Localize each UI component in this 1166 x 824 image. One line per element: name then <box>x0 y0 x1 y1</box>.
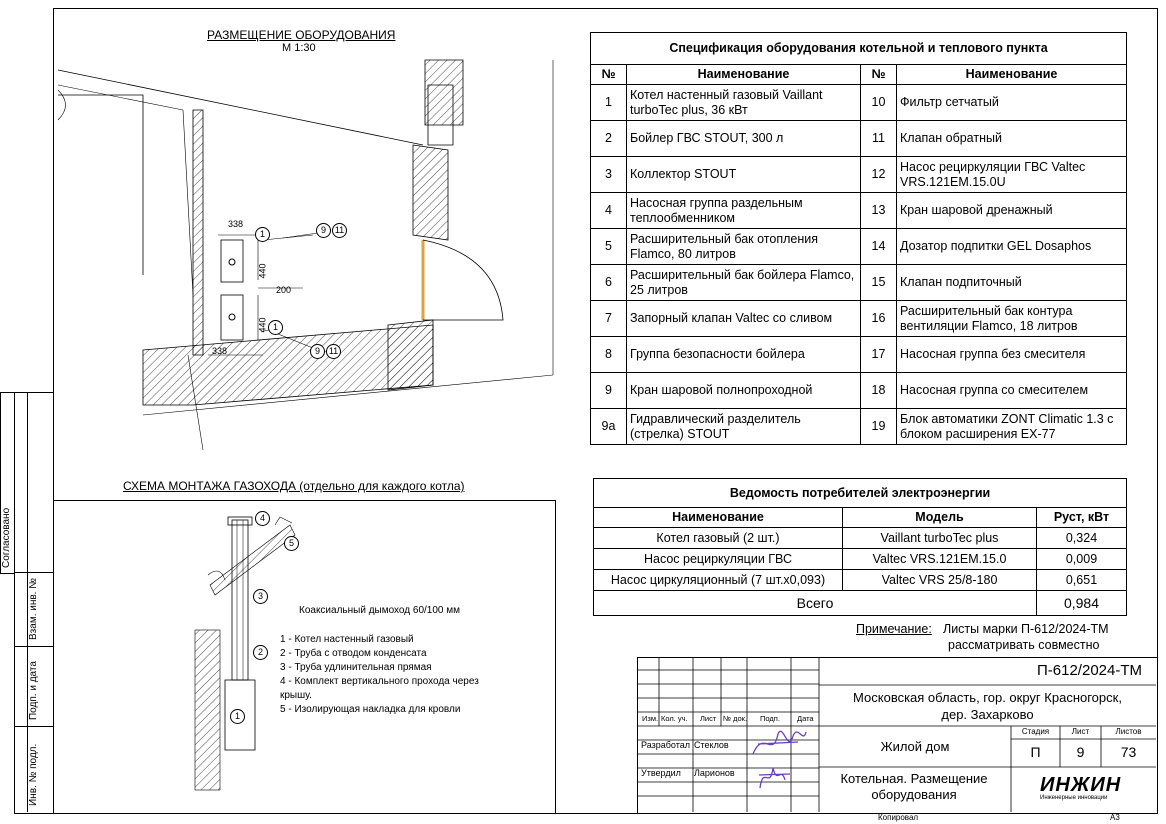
power-table <box>593 478 1127 616</box>
plan-marker-11a: 11 <box>332 223 347 238</box>
stamp-name-1: Стеклов <box>694 740 729 750</box>
power-value: 0,009 <box>1037 549 1127 570</box>
spec-row <box>591 193 1127 229</box>
gas-legend-item-3: 3 - Труба удлинительная прямая <box>280 662 432 673</box>
spec-row <box>591 85 1127 121</box>
gas-legend-item-2: 2 - Труба с отводом конденсата <box>280 648 427 659</box>
stamp-name-2: Ларионов <box>694 768 735 778</box>
spec-name-left: Бойлер ГВС STOUT, 300 л <box>627 121 861 157</box>
format-label: А3 <box>1110 813 1120 822</box>
spec-row <box>591 229 1127 265</box>
stamp-sheet: 9 <box>1076 744 1085 760</box>
gas-legend-item-1: 1 - Котел настенный газовый <box>280 634 414 645</box>
spec-num-left: 9 <box>591 373 627 409</box>
spec-num-left: 1 <box>591 85 627 121</box>
power-value: 0,651 <box>1037 570 1127 591</box>
spec-row <box>591 265 1127 301</box>
power-header-model: Модель <box>843 508 1037 528</box>
gas-legend-item-5: 5 - Изолирующая накладка для кровли <box>280 704 461 715</box>
side-field-inv: Инв. № подл. <box>28 743 39 806</box>
note-line-1: Листы марки П-612/2024-ТМ <box>943 622 1109 636</box>
power-total-label: Всего <box>594 591 1037 616</box>
logo-text: ИНЖИН <box>1040 774 1122 796</box>
spec-num-left: 8 <box>591 337 627 373</box>
signature-1 <box>748 724 808 764</box>
spec-name-right: Блок автоматики ZONT Climatic 1.3 с блоком расширения EX-77 <box>897 409 1127 445</box>
spec-name-left: Расширительный бак бойлера Flamco, 25 литров <box>627 265 861 301</box>
note-line-2: рассматривать совместно <box>948 638 1100 652</box>
spec-header-num-2: № <box>861 65 897 85</box>
plan-dim-2: 440 <box>257 263 268 279</box>
copied-label: Копировал <box>878 813 919 822</box>
note-label: Примечание: <box>856 622 932 636</box>
power-name: Котел газовый (2 шт.) <box>594 528 843 549</box>
stamp-col-list: Лист <box>700 714 717 723</box>
gas-legend-item-4: 4 - Комплект вертикального прохода через крышу. <box>280 676 479 701</box>
stamp-role-1: Разработал <box>641 740 690 750</box>
plan-drawing <box>53 55 573 470</box>
spec-row <box>591 121 1127 157</box>
spec-num-right: 10 <box>861 85 897 121</box>
stamp-col-izm: Изм. <box>642 714 659 723</box>
gas-marker-5: 5 <box>284 536 299 551</box>
power-value: 0,324 <box>1037 528 1127 549</box>
stamp-sheet-label: Лист <box>1071 727 1090 736</box>
power-row <box>594 549 1127 570</box>
spec-header-name-2: Наименование <box>897 65 1127 85</box>
spec-name-left: Группа безопасности бойлера <box>627 337 861 373</box>
logo-subtitle: Инженерные инновации <box>1040 795 1108 801</box>
spec-name-right: Кран шаровой дренажный <box>897 193 1127 229</box>
spec-name-right: Насосная группа без смесителя <box>897 337 1127 373</box>
spec-name-left: Коллектор STOUT <box>627 157 861 193</box>
power-header-power: Руст, кВт <box>1037 508 1127 528</box>
stamp-stage-label: Стадия <box>1021 727 1050 736</box>
stamp-col-kol: Кол. уч. <box>661 714 688 723</box>
spec-num-right: 16 <box>861 301 897 337</box>
stamp-sheet-title: Котельная. Размещение оборудования <box>840 771 988 802</box>
side-agreed: Согласовано <box>1 507 12 568</box>
spec-name-left: Кран шаровой полнопроходной <box>627 373 861 409</box>
plan-dim-5: 338 <box>212 346 228 356</box>
signature-2 <box>755 760 795 792</box>
plan-dim-1: 338 <box>228 219 244 229</box>
spec-num-right: 18 <box>861 373 897 409</box>
gas-marker-2: 2 <box>253 645 268 660</box>
power-name: Насос рециркуляции ГВС <box>594 549 843 570</box>
spec-num-left: 9а <box>591 409 627 445</box>
stamp-location: Московская область, гор. округ Красногорск, дер. Захарково <box>853 690 1122 722</box>
plan-title: РАЗМЕЩЕНИЕ ОБОРУДОВАНИЯ <box>207 28 396 42</box>
power-model: Valtec VRS.121EM.15.0 <box>843 549 1037 570</box>
power-model: Vaillant turboTec plus <box>843 528 1037 549</box>
stamp-sheets: 73 <box>1120 744 1137 760</box>
spec-name-right: Фильтр сетчатый <box>897 85 1127 121</box>
spec-row <box>591 409 1127 445</box>
spec-name-right: Насосная группа со смесителем <box>897 373 1127 409</box>
plan-marker-9b: 9 <box>310 344 325 359</box>
spec-row <box>591 373 1127 409</box>
gas-marker-3: 3 <box>253 589 268 604</box>
spec-title: Спецификация оборудования котельной и теплового пункта <box>591 33 1127 65</box>
spec-name-right: Дозатор подпитки GEL Dosaphos <box>897 229 1127 265</box>
spec-name-left: Расширительный бак отопления Flamco, 80 литров <box>627 229 861 265</box>
plan-marker-1a: 1 <box>255 227 270 242</box>
gas-flue-label: Коаксиальный дымоход 60/100 мм <box>299 605 461 616</box>
spec-num-left: 4 <box>591 193 627 229</box>
stamp-code: П-612/2024-ТМ <box>1037 662 1142 679</box>
spec-num-right: 15 <box>861 265 897 301</box>
stamp-col-date: Дата <box>797 714 814 723</box>
spec-num-left: 7 <box>591 301 627 337</box>
spec-num-right: 12 <box>861 157 897 193</box>
plan-marker-1b: 1 <box>268 320 283 335</box>
power-header-name: Наименование <box>594 508 843 528</box>
spec-num-left: 6 <box>591 265 627 301</box>
plan-marker-9a: 9 <box>316 223 331 238</box>
plan-scale: М 1:30 <box>282 42 316 54</box>
company-logo <box>1040 774 1121 801</box>
gas-title: СХЕМА МОНТАЖА ГАЗОХОДА (отдельно для каждого котла) <box>123 479 465 493</box>
spec-name-left: Котел настенный газовый Vaillant turboTec plus, 36 кВт <box>627 85 861 121</box>
spec-name-left: Запорный клапан Valtec со сливом <box>627 301 861 337</box>
gas-marker-4: 4 <box>255 511 270 526</box>
spec-num-left: 3 <box>591 157 627 193</box>
spec-name-right: Клапан обратный <box>897 121 1127 157</box>
spec-name-right: Клапан подпиточный <box>897 265 1127 301</box>
stamp-stage: П <box>1030 744 1041 760</box>
spec-num-right: 13 <box>861 193 897 229</box>
spec-name-left: Гидравлический разделитель (стрелка) STOUT <box>627 409 861 445</box>
stamp-sheets-label: Листов <box>1115 727 1142 736</box>
spec-num-right: 14 <box>861 229 897 265</box>
stamp-col-sign: Подп. <box>760 714 780 723</box>
spec-name-left: Насосная группа раздельным теплообменником <box>627 193 861 229</box>
spec-name-right: Расширительный бак контура вентиляции Flamco, 18 литров <box>897 301 1127 337</box>
side-field-replace: Взам. инв. № <box>28 578 39 640</box>
stamp-col-doc: № док. <box>723 714 748 723</box>
spec-num-right: 11 <box>861 121 897 157</box>
spec-row <box>591 301 1127 337</box>
side-field-sign: Подп. и дата <box>28 661 39 720</box>
power-name: Насос циркуляционный (7 шт.х0,093) <box>594 570 843 591</box>
plan-dim-4: 440 <box>257 317 268 333</box>
spec-name-right: Насос рециркуляции ГВС Valtec VRS.121EM.15.0U <box>897 157 1127 193</box>
spec-row <box>591 337 1127 373</box>
spec-table <box>590 32 1127 445</box>
gas-marker-1: 1 <box>230 709 245 724</box>
spec-header-name-1: Наименование <box>627 65 861 85</box>
plan-dim-3: 200 <box>276 285 292 295</box>
power-title: Ведомость потребителей электроэнергии <box>594 479 1127 508</box>
spec-num-left: 2 <box>591 121 627 157</box>
gas-legend <box>280 633 480 717</box>
spec-header-num-1: № <box>591 65 627 85</box>
power-total-value: 0,984 <box>1037 591 1127 616</box>
spec-num-left: 5 <box>591 229 627 265</box>
stamp-role-2: Утвердил <box>641 768 681 778</box>
spec-num-right: 19 <box>861 409 897 445</box>
plan-marker-11b: 11 <box>326 344 341 359</box>
stamp-object: Жилой дом <box>880 739 950 754</box>
spec-num-right: 17 <box>861 337 897 373</box>
power-row <box>594 528 1127 549</box>
spec-row <box>591 157 1127 193</box>
power-row <box>594 570 1127 591</box>
power-model: Valtec VRS 25/8-180 <box>843 570 1037 591</box>
